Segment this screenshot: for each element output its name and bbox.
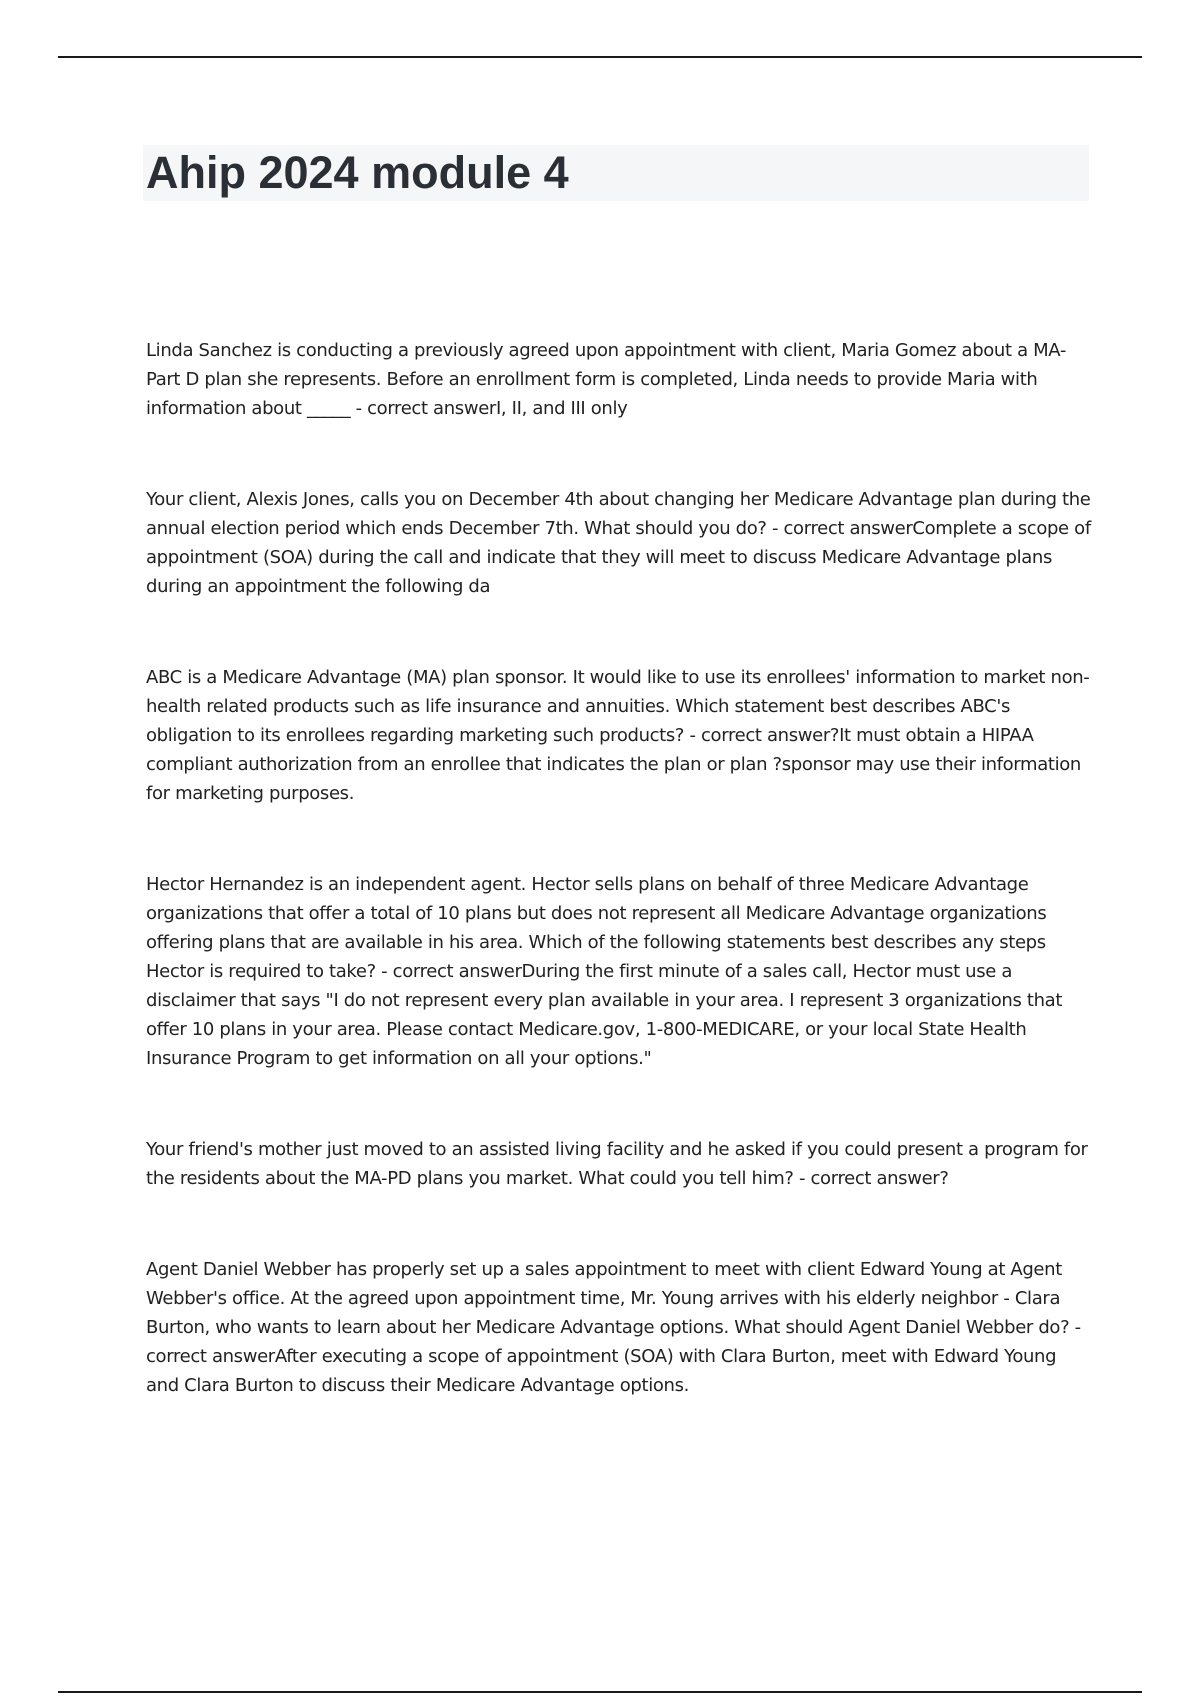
qa-item-5 <box>146 1135 1092 1193</box>
question-text: ABC is a Medicare Advantage (MA) plan sponsor. It would like to use its enrollees' information to market non-health related products such as life insurance and annuities. Which statement best describes ABC's obligation to its enrollees regarding marketing such products? <box>146 667 1090 746</box>
answer-separator: - correct answer <box>766 518 913 539</box>
qa-item-6 <box>146 1255 1092 1400</box>
answer-text: I, II, and III only <box>495 398 628 419</box>
document-title: Ahip 2024 module 4 <box>146 147 569 198</box>
answer-text: Complete a scope of appointment (SOA) during the call and indicate that they will meet to discuss Medicare Advantage plans during an appointment the following da <box>146 518 1091 597</box>
answer-separator: - correct answer <box>684 725 830 746</box>
question-text: Hector Hernandez is an independent agent. Hector sells plans on behalf of three Medicare Advantage organizations that offer a total of 10 plans but does not represent all Medicare Advantage organizations offering plans that are available in his area. Which of the following statements best describes any steps Hector is required to take? <box>146 874 1047 982</box>
qa-item-3 <box>146 663 1092 808</box>
question-text: Agent Daniel Webber has properly set up a sales appointment to meet with client Edward Young at Agent Webber's office. At the agreed upon appointment time, Mr. Young arrives with his elderly neighbor - Clara Burton, who wants to learn about her Medicare Advantage options. What should Agent Daniel Webber do? <box>146 1259 1070 1338</box>
answer-text: After executing a scope of appointment (SOA) with Clara Burton, meet with Edward Young and Clara Burton to discuss their Medicare Advantage options. <box>146 1346 1057 1396</box>
bottom-rule <box>58 1691 1142 1693</box>
answer-separator: - correct answer <box>793 1168 940 1189</box>
question-text: Linda Sanchez is conducting a previously agreed upon appointment with client, Maria Gomez about a MA-Part D plan she represents. Before an enrollment form is completed, Linda needs to provide Maria with information about _____ <box>146 340 1067 419</box>
top-rule <box>58 56 1142 58</box>
answer-separator: - correct answer <box>375 961 522 982</box>
answer-text: ?It must obtain a HIPAA compliant authorization from an enrollee that indicates the plan or plan ?sponsor may use their information for marketing purposes. <box>146 725 1081 804</box>
question-text: Your client, Alexis Jones, calls you on December 4th about changing her Medicare Advantage plan during the annual election period which ends December 7th. What should you do? <box>146 489 1091 539</box>
answer-separator: - correct answer <box>146 1317 1081 1367</box>
question-list <box>146 336 1092 1462</box>
question-text: Your friend's mother just moved to an assisted living facility and he asked if you could present a program for the residents about the MA-PD plans you market. What could you tell him? <box>146 1139 1088 1189</box>
qa-item-2 <box>146 485 1092 601</box>
answer-separator: - correct answer <box>350 398 496 419</box>
answer-text: ? <box>939 1168 949 1189</box>
answer-text: During the first minute of a sales call, Hector must use a disclaimer that says "I do not represent every plan available in your area. I represent 3 organizations that offer 10 plans in your area. Please contact Medicare.gov, 1-800-MEDICARE, or your local State Health Insurance Program to get information on all your options." <box>146 961 1063 1069</box>
qa-item-1 <box>146 336 1092 423</box>
qa-item-4 <box>146 870 1092 1073</box>
